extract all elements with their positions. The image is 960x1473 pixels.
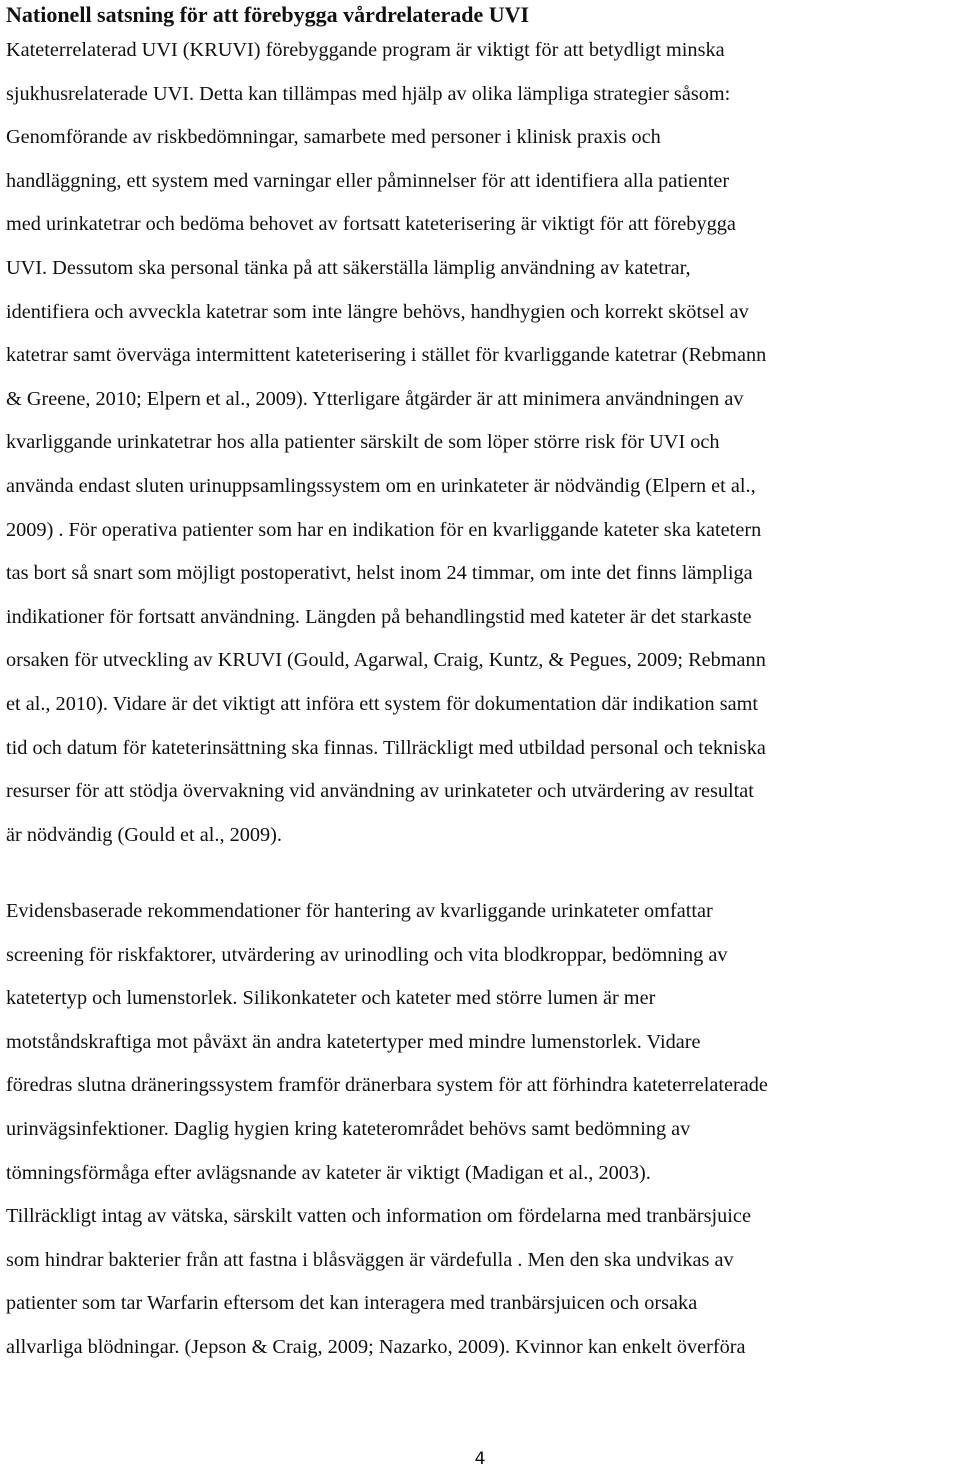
text-line: som hindrar bakterier från att fastna i blåsväggen är värdefulla . Men den ska undvikas av — [6, 1248, 734, 1271]
text-line: screening för riskfaktorer, utvärdering av urinodling och vita blodkroppar, bedömning av — [6, 943, 728, 966]
text-line: orsaken för utveckling av KRUVI (Gould, Agarwal, Craig, Kuntz, & Pegues, 2009; Rebmann — [6, 649, 766, 672]
text-line: UVI. Dessutom ska personal tänka på att säkerställa lämplig användning av katetrar, — [6, 256, 691, 279]
text-line: tas bort så snart som möjligt postoperativt, helst inom 24 timmar, om inte det finns lämpliga — [6, 562, 753, 585]
text-line: tid och datum för kateterinsättning ska finnas. Tillräckligt med utbildad personal och tekniska — [6, 736, 766, 759]
page-number: 4 — [474, 1449, 486, 1469]
text-line: kvarliggande urinkatetrar hos alla patienter särskilt de som löper större risk för UVI och — [6, 431, 720, 454]
text-line: Tillräckligt intag av vätska, särskilt vatten och information om fördelarna med tranbärsjuice — [6, 1205, 751, 1228]
text-line: med urinkatetrar och bedöma behovet av fortsatt kateterisering är viktigt för att förebygga — [6, 213, 736, 236]
paragraph-1 — [6, 29, 766, 857]
text-line: 2009) . För operativa patienter som har en indikation för en kvarliggande kateter ska katetern — [6, 518, 762, 541]
text-line: föredras slutna dräneringssystem framför dränerbara system för att förhindra kateterrelaterade — [6, 1074, 768, 1097]
text-line: katetertyp och lumenstorlek. Silikonkateter och kateter med större lumen är mer — [6, 987, 656, 1010]
text-line: är nödvändig (Gould et al., 2009). — [6, 823, 282, 846]
section-heading: Nationell satsning för att förebygga vårdrelaterade UVI — [6, 2, 530, 27]
text-line: identifiera och avveckla katetrar som inte längre behövs, handhygien och korrekt skötsel av — [6, 300, 749, 323]
text-line: Kateterrelaterad UVI (KRUVI) förebyggande program är viktigt för att betydligt minska — [6, 39, 725, 61]
text-line: allvarliga blödningar. (Jepson & Craig, 2009; Nazarko, 2009). Kvinnor kan enkelt överföra — [6, 1335, 746, 1358]
text-line: sjukhusrelaterade UVI. Detta kan tillämpas med hjälp av olika lämpliga strategier såsom: — [6, 82, 731, 105]
text-line: resurser för att stödja övervakning vid användning av urinkateter och utvärdering av resultat — [6, 780, 754, 803]
text-line: använda endast sluten urinuppsamlingssystem om en urinkateter är nödvändig (Elpern et al., — [6, 474, 756, 497]
text-line: Genomförande av riskbedömningar, samarbete med personer i klinisk praxis och — [6, 126, 661, 149]
text-line: motståndskraftiga mot påväxt än andra katetertyper med mindre lumenstorlek. Vidare — [6, 1030, 701, 1053]
text-line: et al., 2010). Vidare är det viktigt att införa ett system för dokumentation där indikation samt — [6, 692, 759, 715]
text-line: handläggning, ett system med varningar eller påminnelser för att identifiera alla patienter — [6, 169, 730, 192]
text-line: tömningsförmåga efter avlägsnande av kateter är viktigt (Madigan et al., 2003). — [6, 1161, 651, 1184]
text-line: Evidensbaserade rekommendationer för hantering av kvarliggande urinkateter omfattar — [6, 900, 713, 922]
text-line: urinvägsinfektioner. Daglig hygien kring kateterområdet behövs samt bedömning av — [6, 1117, 691, 1140]
text-line: & Greene, 2010; Elpern et al., 2009). Ytterligare åtgärder är att minimera användningen av — [6, 387, 744, 410]
paragraph-2 — [6, 890, 768, 1370]
text-line: katetrar samt överväga intermittent kateterisering i stället för kvarliggande katetrar (Rebmann — [6, 344, 767, 367]
text-line: indikationer för fortsatt användning. Längden på behandlingstid med kateter är det starkaste — [6, 605, 752, 628]
text-line: patienter som tar Warfarin eftersom det kan interagera med tranbärsjuicen och orsaka — [6, 1292, 698, 1315]
